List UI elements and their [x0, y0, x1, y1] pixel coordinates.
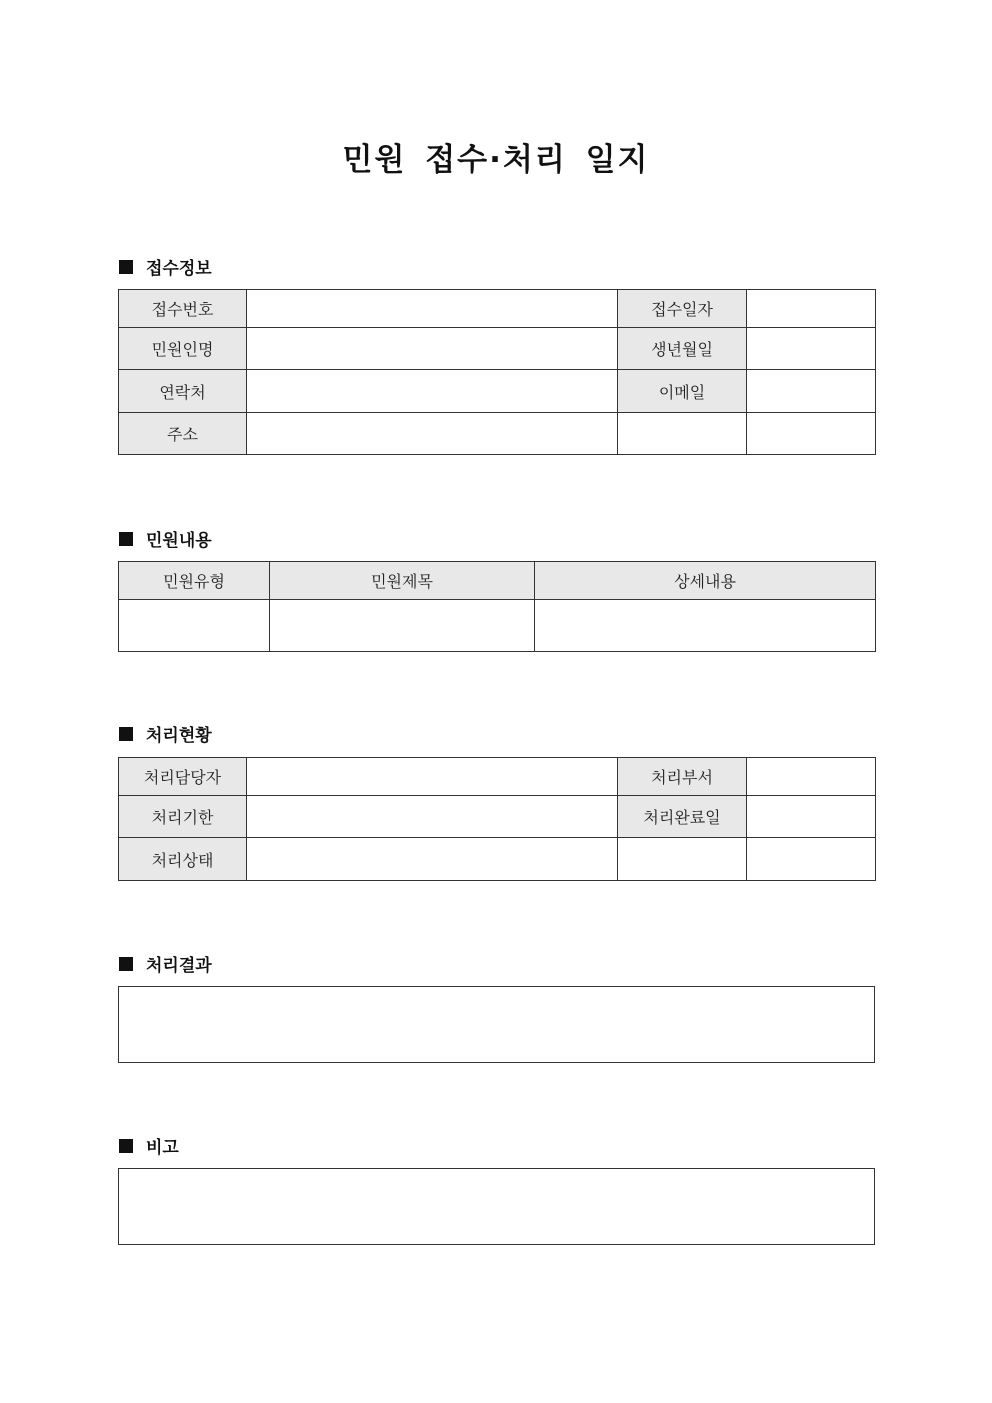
- complaint-content-table: [118, 561, 876, 652]
- table-row: [119, 758, 876, 796]
- completion-date-label: 처리완료일: [618, 796, 747, 838]
- receipt-date-field[interactable]: [747, 290, 876, 328]
- contact-field[interactable]: [247, 370, 618, 413]
- section-heading-result: [119, 951, 212, 976]
- processing-state-field[interactable]: [247, 838, 618, 881]
- email-label: 이메일: [618, 370, 747, 413]
- address-label: 주소: [119, 413, 247, 455]
- square-bullet-icon: [119, 957, 133, 971]
- processing-state-label: 처리상태: [119, 838, 247, 881]
- square-bullet-icon: [119, 532, 133, 546]
- receipt-number-label: 접수번호: [119, 290, 247, 328]
- complainant-name-field[interactable]: [247, 328, 618, 370]
- detail-content-header: 상세내용: [535, 562, 876, 600]
- square-bullet-icon: [119, 260, 133, 274]
- processing-result-box[interactable]: [118, 986, 875, 1063]
- table-row: [119, 328, 876, 370]
- birth-date-label: 생년월일: [618, 328, 747, 370]
- table-row: [119, 370, 876, 413]
- address-field[interactable]: [247, 413, 618, 455]
- department-label: 처리부서: [618, 758, 747, 796]
- handler-label: 처리담당자: [119, 758, 247, 796]
- section-heading-text: 처리결과: [146, 956, 212, 976]
- document-title: 민원 접수·처리 일지: [342, 142, 650, 178]
- contact-label: 연락처: [119, 370, 247, 413]
- handler-field[interactable]: [247, 758, 618, 796]
- deadline-label: 처리기한: [119, 796, 247, 838]
- table-row: [119, 290, 876, 328]
- receipt-date-label: 접수일자: [618, 290, 747, 328]
- complaint-type-field[interactable]: [119, 600, 270, 652]
- complaint-type-header: 민원유형: [119, 562, 270, 600]
- section-heading-status: [119, 721, 212, 746]
- department-field[interactable]: [747, 758, 876, 796]
- section-heading-text: 민원내용: [146, 531, 212, 551]
- section-heading-content: [119, 526, 212, 551]
- section-heading-remarks: [119, 1133, 179, 1158]
- section-heading-reception: [119, 254, 212, 279]
- section-heading-text: 처리현황: [146, 726, 212, 746]
- detail-content-field[interactable]: [535, 600, 876, 652]
- empty-cell: [618, 838, 747, 881]
- section-heading-text: 비고: [146, 1138, 179, 1158]
- email-field[interactable]: [747, 370, 876, 413]
- completion-date-field[interactable]: [747, 796, 876, 838]
- square-bullet-icon: [119, 727, 133, 741]
- complainant-name-label: 민원인명: [119, 328, 247, 370]
- reception-info-table: [118, 289, 876, 455]
- deadline-field[interactable]: [247, 796, 618, 838]
- table-row: [119, 562, 876, 600]
- empty-cell: [747, 838, 876, 881]
- table-row: [119, 838, 876, 881]
- table-row: [119, 796, 876, 838]
- complaint-title-header: 민원제목: [270, 562, 535, 600]
- empty-cell: [747, 413, 876, 455]
- receipt-number-field[interactable]: [247, 290, 618, 328]
- table-row: [119, 600, 876, 652]
- processing-status-table: [118, 757, 876, 881]
- section-heading-text: 접수정보: [146, 259, 212, 279]
- remarks-box[interactable]: [118, 1168, 875, 1245]
- birth-date-field[interactable]: [747, 328, 876, 370]
- empty-cell: [618, 413, 747, 455]
- square-bullet-icon: [119, 1139, 133, 1153]
- table-row: [119, 413, 876, 455]
- complaint-title-field[interactable]: [270, 600, 535, 652]
